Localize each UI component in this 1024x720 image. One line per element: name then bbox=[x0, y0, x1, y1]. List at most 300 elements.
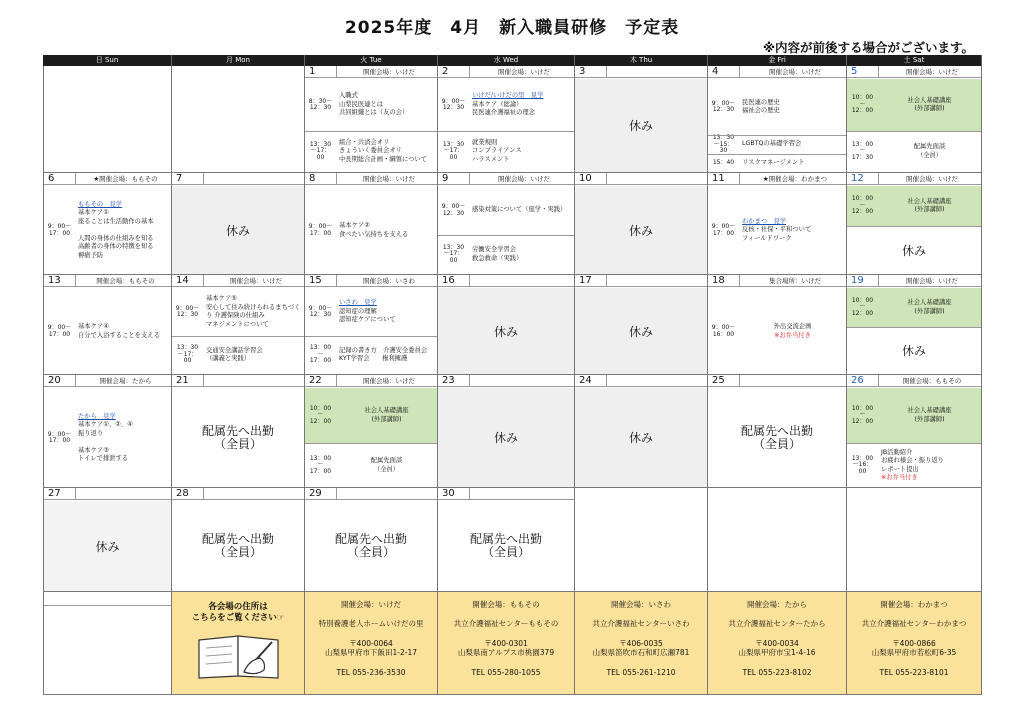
session-content: 社会人基礎講座 (外部講師) bbox=[364, 407, 409, 423]
session-time: 10：00 ～ 12：00 bbox=[851, 404, 874, 425]
slot-divider bbox=[847, 327, 981, 328]
day-header bbox=[44, 173, 171, 185]
day-number: 5 bbox=[851, 66, 858, 77]
venue-label: 開催会場：たから bbox=[99, 377, 152, 385]
session-time: 9：00～ 12：30 bbox=[175, 304, 200, 318]
number-divider bbox=[203, 275, 204, 287]
day-header bbox=[44, 488, 171, 500]
lunch-note: ※お弁当付き bbox=[774, 331, 811, 339]
day-header bbox=[438, 173, 574, 185]
day-body bbox=[575, 79, 707, 172]
tour-link[interactable]: わかまつ 見学 bbox=[742, 217, 787, 225]
venue-info-cell bbox=[305, 592, 438, 695]
session-time: 13：30 ～17： 00 bbox=[442, 140, 465, 161]
slot-divider bbox=[708, 135, 846, 136]
session-content: 社会人基礎講座 (外部講師) bbox=[907, 197, 952, 213]
session-slot bbox=[172, 336, 304, 375]
day-cell bbox=[847, 488, 982, 592]
day-cell bbox=[43, 275, 172, 375]
day-body bbox=[305, 186, 437, 274]
venue-label: 開催会場：いけだ bbox=[906, 68, 958, 76]
session-content: 感染対策について（座学・実践） bbox=[472, 206, 567, 213]
day-header bbox=[305, 173, 437, 185]
session-line: 基本ケア（総論） bbox=[472, 100, 523, 108]
day-cell bbox=[575, 173, 708, 275]
session-content: 記録の書き方 介護安全委員会 KYT学習会 権利擁護 bbox=[339, 346, 428, 363]
session-content: 配属先面談 （全員） bbox=[370, 457, 403, 473]
day-body bbox=[847, 186, 981, 274]
day-cell bbox=[172, 173, 305, 275]
day-cell bbox=[172, 488, 305, 592]
day-header bbox=[708, 375, 846, 387]
weekday-header: 水 Wed bbox=[438, 55, 575, 66]
venue-label: ★開催会場：ももその bbox=[93, 175, 158, 183]
day-number: 30 bbox=[442, 488, 455, 499]
session-content bbox=[742, 218, 844, 244]
slot-divider bbox=[708, 154, 846, 155]
venue-address bbox=[438, 639, 574, 657]
session-slot bbox=[708, 135, 846, 154]
session-time: 10：00 ～ 12：00 bbox=[309, 404, 332, 425]
weekday-header: 月 Mon bbox=[172, 55, 305, 66]
number-divider bbox=[606, 173, 607, 185]
notice: ※内容が前後する場合がございます。 bbox=[762, 40, 974, 55]
session-content: 基本ケア② 食べたい気持ちを支える bbox=[339, 222, 409, 238]
session-time: 9：00～ 17：00 bbox=[308, 223, 333, 237]
day-body bbox=[172, 186, 304, 274]
session-content bbox=[78, 201, 169, 261]
day-header bbox=[438, 275, 574, 287]
session-slot bbox=[305, 79, 437, 131]
day-body bbox=[847, 288, 981, 374]
day-body bbox=[438, 501, 574, 591]
session-slot bbox=[305, 186, 437, 275]
venue-address bbox=[305, 639, 437, 657]
venue-label: 開催会場：いけだ bbox=[363, 377, 415, 385]
day-cell bbox=[305, 173, 438, 275]
venue-street: 山梨県南アルプス市桃園379 bbox=[457, 648, 555, 657]
session-time: 13：00 ～ 17：00 bbox=[309, 454, 332, 475]
session-content bbox=[78, 413, 169, 464]
session-content: 就業規則 コンプライアンス ハラスメント bbox=[472, 138, 522, 163]
day-header bbox=[847, 173, 981, 185]
venue-label: 開催会場：いけだ bbox=[906, 175, 958, 183]
dispatch-label: 配属先へ出勤 （全員） bbox=[334, 532, 407, 559]
day-number: 8 bbox=[309, 173, 316, 184]
number-divider bbox=[878, 173, 879, 185]
session-time: 9：00～ 17：00 bbox=[47, 324, 72, 338]
slot-divider bbox=[438, 131, 574, 132]
session-content: 労働安全学習会 救急救命（実践） bbox=[472, 246, 523, 262]
number-divider bbox=[606, 375, 607, 387]
day-number: 9 bbox=[442, 173, 449, 184]
day-number: 7 bbox=[176, 173, 183, 184]
session-slot bbox=[438, 131, 574, 173]
venue-info-cell bbox=[438, 592, 575, 695]
venue-facility: 共立介護福祉センターわかまつ bbox=[861, 619, 967, 628]
session-content: 組合・共済会オリ きょういく委員会オリ 中長期総合計画・綱領について bbox=[339, 138, 428, 163]
day-body bbox=[44, 388, 171, 487]
number-divider bbox=[336, 275, 337, 287]
rest-label: 休み bbox=[575, 79, 707, 172]
venue-label: 開催会場：いけだ bbox=[498, 175, 550, 183]
venue-label: 開催会場：いけだ bbox=[363, 175, 415, 183]
session-slot bbox=[847, 388, 981, 443]
day-number: 15 bbox=[309, 275, 322, 286]
tour-link[interactable]: いけだ/いけだの里 見学 bbox=[472, 92, 544, 99]
day-header bbox=[847, 375, 981, 387]
page-title: 2025年度 4月 新入職員研修 予定表 bbox=[344, 18, 680, 38]
tour-link[interactable]: ももその 見学 bbox=[78, 200, 123, 208]
tour-link[interactable]: たから 見学 bbox=[78, 412, 116, 420]
session-slot bbox=[305, 288, 437, 336]
day-header bbox=[438, 488, 574, 500]
venue-postal: 〒400-0064 bbox=[349, 639, 393, 648]
day-body bbox=[438, 388, 574, 487]
number-divider bbox=[469, 488, 470, 500]
day-body bbox=[305, 388, 437, 487]
venue-label: 開催会場：ももその bbox=[96, 277, 155, 285]
day-number: 27 bbox=[48, 488, 61, 499]
session-slot bbox=[44, 186, 171, 275]
calendar bbox=[43, 55, 982, 695]
number-divider bbox=[75, 275, 76, 287]
day-body bbox=[305, 501, 437, 591]
venue-label: 開催会場：いけだ bbox=[498, 68, 550, 76]
day-body bbox=[44, 288, 171, 374]
day-body bbox=[847, 79, 981, 172]
session-content: LGBTQの基礎学習会 bbox=[742, 140, 802, 148]
venue-street: 山梨県甲府市宝1-4-16 bbox=[738, 648, 816, 657]
venue-info-cell bbox=[575, 592, 708, 695]
day-body bbox=[44, 186, 171, 274]
dispatch-label: 配属先へ出勤 （全員） bbox=[201, 532, 274, 559]
day-header bbox=[305, 275, 437, 287]
day-number: 3 bbox=[579, 66, 586, 77]
rest-label: 休み bbox=[44, 501, 171, 591]
venue-info-cell bbox=[708, 592, 847, 695]
venue-address bbox=[708, 639, 846, 657]
session-time: 9：00～ 17：00 bbox=[47, 223, 72, 237]
venue-heading: 開催会場：たから bbox=[747, 600, 807, 609]
day-cell bbox=[438, 275, 575, 375]
session-slot bbox=[305, 336, 437, 375]
day-cell bbox=[305, 375, 438, 488]
day-cell bbox=[847, 173, 982, 275]
day-cell bbox=[43, 66, 172, 173]
session-line: 座ることは生活動作の基本 bbox=[78, 217, 154, 225]
session-content bbox=[472, 92, 572, 118]
session-line: 基本ケア③ bbox=[78, 446, 109, 454]
session-time: 13：00 ～ 17：00 bbox=[309, 344, 332, 365]
day-header bbox=[305, 375, 437, 387]
day-cell bbox=[575, 375, 708, 488]
session-slot bbox=[305, 131, 437, 173]
address-note-cell bbox=[172, 592, 305, 695]
session-content: 社会人基礎講座 (外部講師) bbox=[907, 299, 952, 315]
session-slot bbox=[708, 288, 846, 375]
day-body bbox=[847, 388, 981, 487]
number-divider bbox=[469, 275, 470, 287]
venue-tel: TEL 055-223-8102 bbox=[742, 668, 812, 677]
session-line: 褥瘡予防 bbox=[78, 251, 104, 259]
day-body bbox=[172, 501, 304, 591]
day-number: 11 bbox=[712, 173, 725, 184]
session-content: 配属先面談 （全員） bbox=[913, 143, 946, 159]
weekday-header: 木 Thu bbox=[575, 55, 708, 66]
number-divider bbox=[75, 375, 76, 387]
number-divider bbox=[75, 488, 76, 500]
session-time: 13：30 ～17： 00 bbox=[309, 140, 332, 161]
session-time: 9：00～ 12：30 bbox=[441, 203, 466, 217]
day-number: 25 bbox=[712, 375, 725, 386]
weekday-header: 金 Fri bbox=[708, 55, 847, 66]
session-time: 13：30 ～17： 00 bbox=[442, 243, 465, 264]
footer-divider bbox=[44, 605, 171, 606]
day-header bbox=[847, 275, 981, 287]
day-number: 16 bbox=[442, 275, 455, 286]
rest-label: 休み bbox=[438, 288, 574, 374]
session-time: 9：00～ 16：00 bbox=[711, 324, 736, 338]
day-number: 12 bbox=[851, 173, 864, 184]
day-header bbox=[575, 66, 707, 78]
day-header bbox=[172, 488, 304, 500]
session-slot bbox=[847, 288, 981, 327]
day-body bbox=[438, 186, 574, 274]
venue-tel: TEL 055-261-1210 bbox=[606, 668, 676, 677]
number-divider bbox=[606, 66, 607, 78]
day-body bbox=[708, 186, 846, 274]
number-divider bbox=[878, 275, 879, 287]
slot-divider bbox=[847, 443, 981, 444]
number-divider bbox=[878, 66, 879, 78]
session-slot bbox=[44, 288, 171, 375]
session-slot bbox=[847, 79, 981, 131]
session-line: レポート提出 bbox=[881, 465, 919, 473]
venue-heading: 開催会場：いさわ bbox=[611, 600, 671, 609]
day-header bbox=[172, 173, 304, 185]
day-body bbox=[708, 79, 846, 172]
venue-postal: 〒406-0035 bbox=[619, 639, 663, 648]
rest-label: 休み bbox=[575, 186, 707, 274]
rest-label: 休み bbox=[847, 226, 981, 274]
day-body bbox=[172, 288, 304, 374]
day-header bbox=[44, 275, 171, 287]
session-slot bbox=[44, 388, 171, 488]
day-number: 1 bbox=[309, 66, 316, 77]
session-time: 10：00 ～ 12：00 bbox=[851, 296, 874, 317]
day-body bbox=[575, 388, 707, 487]
lunch-note: ※お弁当付き bbox=[881, 474, 918, 481]
session-content bbox=[339, 299, 435, 325]
rest-label: 休み bbox=[172, 186, 304, 274]
session-line: お疲れ様会・振り返り bbox=[881, 457, 944, 464]
session-line: 民医連介護福祉の理念 bbox=[472, 109, 535, 116]
day-cell bbox=[438, 375, 575, 488]
slot-divider bbox=[305, 443, 437, 444]
venue-heading: 開催会場：わかまつ bbox=[880, 600, 948, 609]
venue-facility: 共立介護福祉センターいさわ bbox=[592, 619, 690, 628]
number-divider bbox=[606, 275, 607, 287]
session-slot bbox=[438, 186, 574, 235]
venue-label: 開催会場：ももその bbox=[902, 377, 962, 385]
venue-street: 山梨県甲府市下飯田1-2-17 bbox=[325, 648, 417, 657]
session-slot bbox=[708, 79, 846, 135]
venue-label: 開催会場：いけだ bbox=[363, 68, 415, 76]
dispatch-label: 配属先へ出勤 （全員） bbox=[740, 423, 813, 451]
session-content: 基本ケア④ 自分で入浴することを支える bbox=[78, 323, 160, 339]
day-number: 14 bbox=[176, 275, 189, 286]
session-time: 13：30 ～17： 00 bbox=[176, 344, 199, 365]
day-cell bbox=[575, 66, 708, 173]
session-content: 交通安全講話学習会 （講義と実践） bbox=[206, 346, 263, 363]
session-content bbox=[881, 449, 979, 483]
session-line: 認知症ケアについて bbox=[339, 316, 396, 323]
session-time: 13：00 ～ 17：30 bbox=[851, 140, 874, 161]
footer-blank bbox=[43, 592, 172, 695]
day-number: 4 bbox=[712, 66, 719, 77]
day-cell bbox=[172, 375, 305, 488]
day-cell bbox=[708, 66, 847, 173]
venue-label: ★開催会場：わかまつ bbox=[762, 175, 828, 183]
day-cell bbox=[438, 488, 575, 592]
day-body bbox=[708, 388, 846, 487]
venue-street: 山梨県笛吹市石和町広瀬781 bbox=[592, 648, 690, 657]
day-header bbox=[708, 66, 846, 78]
venue-info-cell bbox=[847, 592, 982, 695]
day-header bbox=[708, 173, 846, 185]
day-cell bbox=[847, 375, 982, 488]
day-body bbox=[305, 288, 437, 374]
number-divider bbox=[336, 66, 337, 78]
slot-divider bbox=[847, 226, 981, 227]
session-slot bbox=[708, 154, 846, 173]
session-content: 民医連の歴史 福祉会の歴史 bbox=[742, 98, 780, 114]
session-line: 高齢者の身体の特徴を知る bbox=[78, 243, 154, 250]
session-time: 10：00 ～ 12：00 bbox=[851, 94, 874, 114]
session-slot bbox=[172, 288, 304, 336]
day-body bbox=[708, 288, 846, 374]
day-number: 20 bbox=[48, 375, 61, 386]
day-cell bbox=[708, 173, 847, 275]
day-header bbox=[44, 375, 171, 387]
day-body bbox=[305, 79, 437, 172]
session-time: 9：00～ 12：30 bbox=[441, 97, 466, 111]
venue-postal: 〒400-0301 bbox=[484, 639, 528, 648]
number-divider bbox=[336, 173, 337, 185]
day-header bbox=[172, 275, 304, 287]
venue-facility: 特別養護老人ホームいけだの里 bbox=[318, 619, 424, 628]
session-line: 基本ケア① bbox=[78, 209, 109, 216]
session-time: 9：00～ 17：00 bbox=[711, 223, 736, 237]
day-number: 24 bbox=[579, 375, 592, 386]
weekday-header: 火 Tue bbox=[305, 55, 438, 66]
day-number: 2 bbox=[442, 66, 449, 77]
session-slot bbox=[847, 186, 981, 226]
day-number: 17 bbox=[579, 275, 592, 286]
day-header bbox=[708, 275, 846, 287]
venue-label: 開催会場：いけだ bbox=[906, 277, 958, 285]
day-header bbox=[847, 66, 981, 78]
number-divider bbox=[739, 66, 740, 78]
day-cell bbox=[305, 66, 438, 173]
rest-label: 休み bbox=[575, 388, 707, 487]
slot-divider bbox=[172, 336, 304, 337]
day-number: 23 bbox=[442, 375, 455, 386]
day-header bbox=[172, 375, 304, 387]
session-content: 基本ケア⑤ 安心して住み続けられるまちづくり 介護保険の仕組み マネジメントについて bbox=[206, 295, 301, 328]
session-time: 9：00～ 12：30 bbox=[711, 99, 736, 113]
venue-facility: 共立介護福祉センターももその bbox=[453, 619, 559, 628]
day-header bbox=[305, 66, 437, 78]
day-body bbox=[44, 501, 171, 591]
rest-label: 休み bbox=[847, 327, 981, 374]
session-time: 13：00 ～16： 00 bbox=[851, 454, 874, 475]
slot-divider bbox=[438, 235, 574, 236]
venue-postal: 〒400-0866 bbox=[892, 639, 936, 648]
day-header bbox=[575, 375, 707, 387]
day-cell bbox=[43, 173, 172, 275]
venue-facility: 共立介護福祉センターたから bbox=[728, 619, 826, 628]
day-number: 22 bbox=[309, 375, 322, 386]
venue-postal: 〒400-0034 bbox=[755, 639, 799, 648]
day-cell bbox=[43, 488, 172, 592]
session-slot bbox=[305, 443, 437, 488]
session-slot bbox=[305, 388, 437, 443]
day-cell bbox=[847, 66, 982, 173]
day-header bbox=[305, 488, 437, 500]
number-divider bbox=[203, 488, 204, 500]
venue-tel: TEL 055-223-8101 bbox=[879, 668, 949, 677]
session-content: リスクマネージメント bbox=[742, 159, 805, 167]
rest-label: 休み bbox=[438, 388, 574, 487]
session-slot bbox=[438, 235, 574, 275]
day-cell bbox=[708, 488, 847, 592]
venue-address bbox=[847, 639, 981, 657]
number-divider bbox=[878, 375, 879, 387]
address-note: 各会場の住所は こちらをご覧ください☞ bbox=[191, 602, 285, 623]
number-divider bbox=[739, 375, 740, 387]
session-content: 社会人基礎講座 (外部講師) bbox=[907, 96, 952, 112]
day-cell bbox=[172, 66, 305, 173]
number-divider bbox=[75, 173, 76, 185]
venue-heading: 開催会場：いけだ bbox=[341, 600, 401, 609]
number-divider bbox=[739, 173, 740, 185]
session-line: JB活動紹介 bbox=[881, 448, 913, 456]
number-divider bbox=[469, 173, 470, 185]
day-number: 29 bbox=[309, 488, 322, 499]
venue-tel: TEL 055-236-3530 bbox=[336, 668, 406, 677]
day-body bbox=[438, 288, 574, 374]
session-content: 入職式 山梨民医連とは 共同組織とは（友の会） bbox=[339, 92, 409, 116]
venue-heading: 開催会場：ももその bbox=[472, 600, 540, 609]
venue-label: 集合場所：いけだ bbox=[769, 277, 821, 285]
rest-label: 休み bbox=[575, 288, 707, 374]
number-divider bbox=[203, 375, 204, 387]
day-number: 13 bbox=[48, 275, 61, 286]
session-time: 10：00 ～ 12：00 bbox=[851, 195, 874, 215]
session-time: 13：30 ～15： 30 bbox=[712, 134, 735, 155]
day-number: 21 bbox=[176, 375, 189, 386]
session-time: 8：30～ 12：30 bbox=[308, 97, 333, 111]
weekday-header: 日 Sun bbox=[43, 55, 172, 66]
day-cell bbox=[575, 275, 708, 375]
day-number: 10 bbox=[579, 173, 592, 184]
day-cell bbox=[847, 275, 982, 375]
tour-link[interactable]: いさわ 見学 bbox=[339, 299, 377, 306]
venue-street: 山梨県甲府市若松町6-35 bbox=[871, 648, 957, 657]
venue-label: 開催会場：いけだ bbox=[230, 277, 282, 285]
